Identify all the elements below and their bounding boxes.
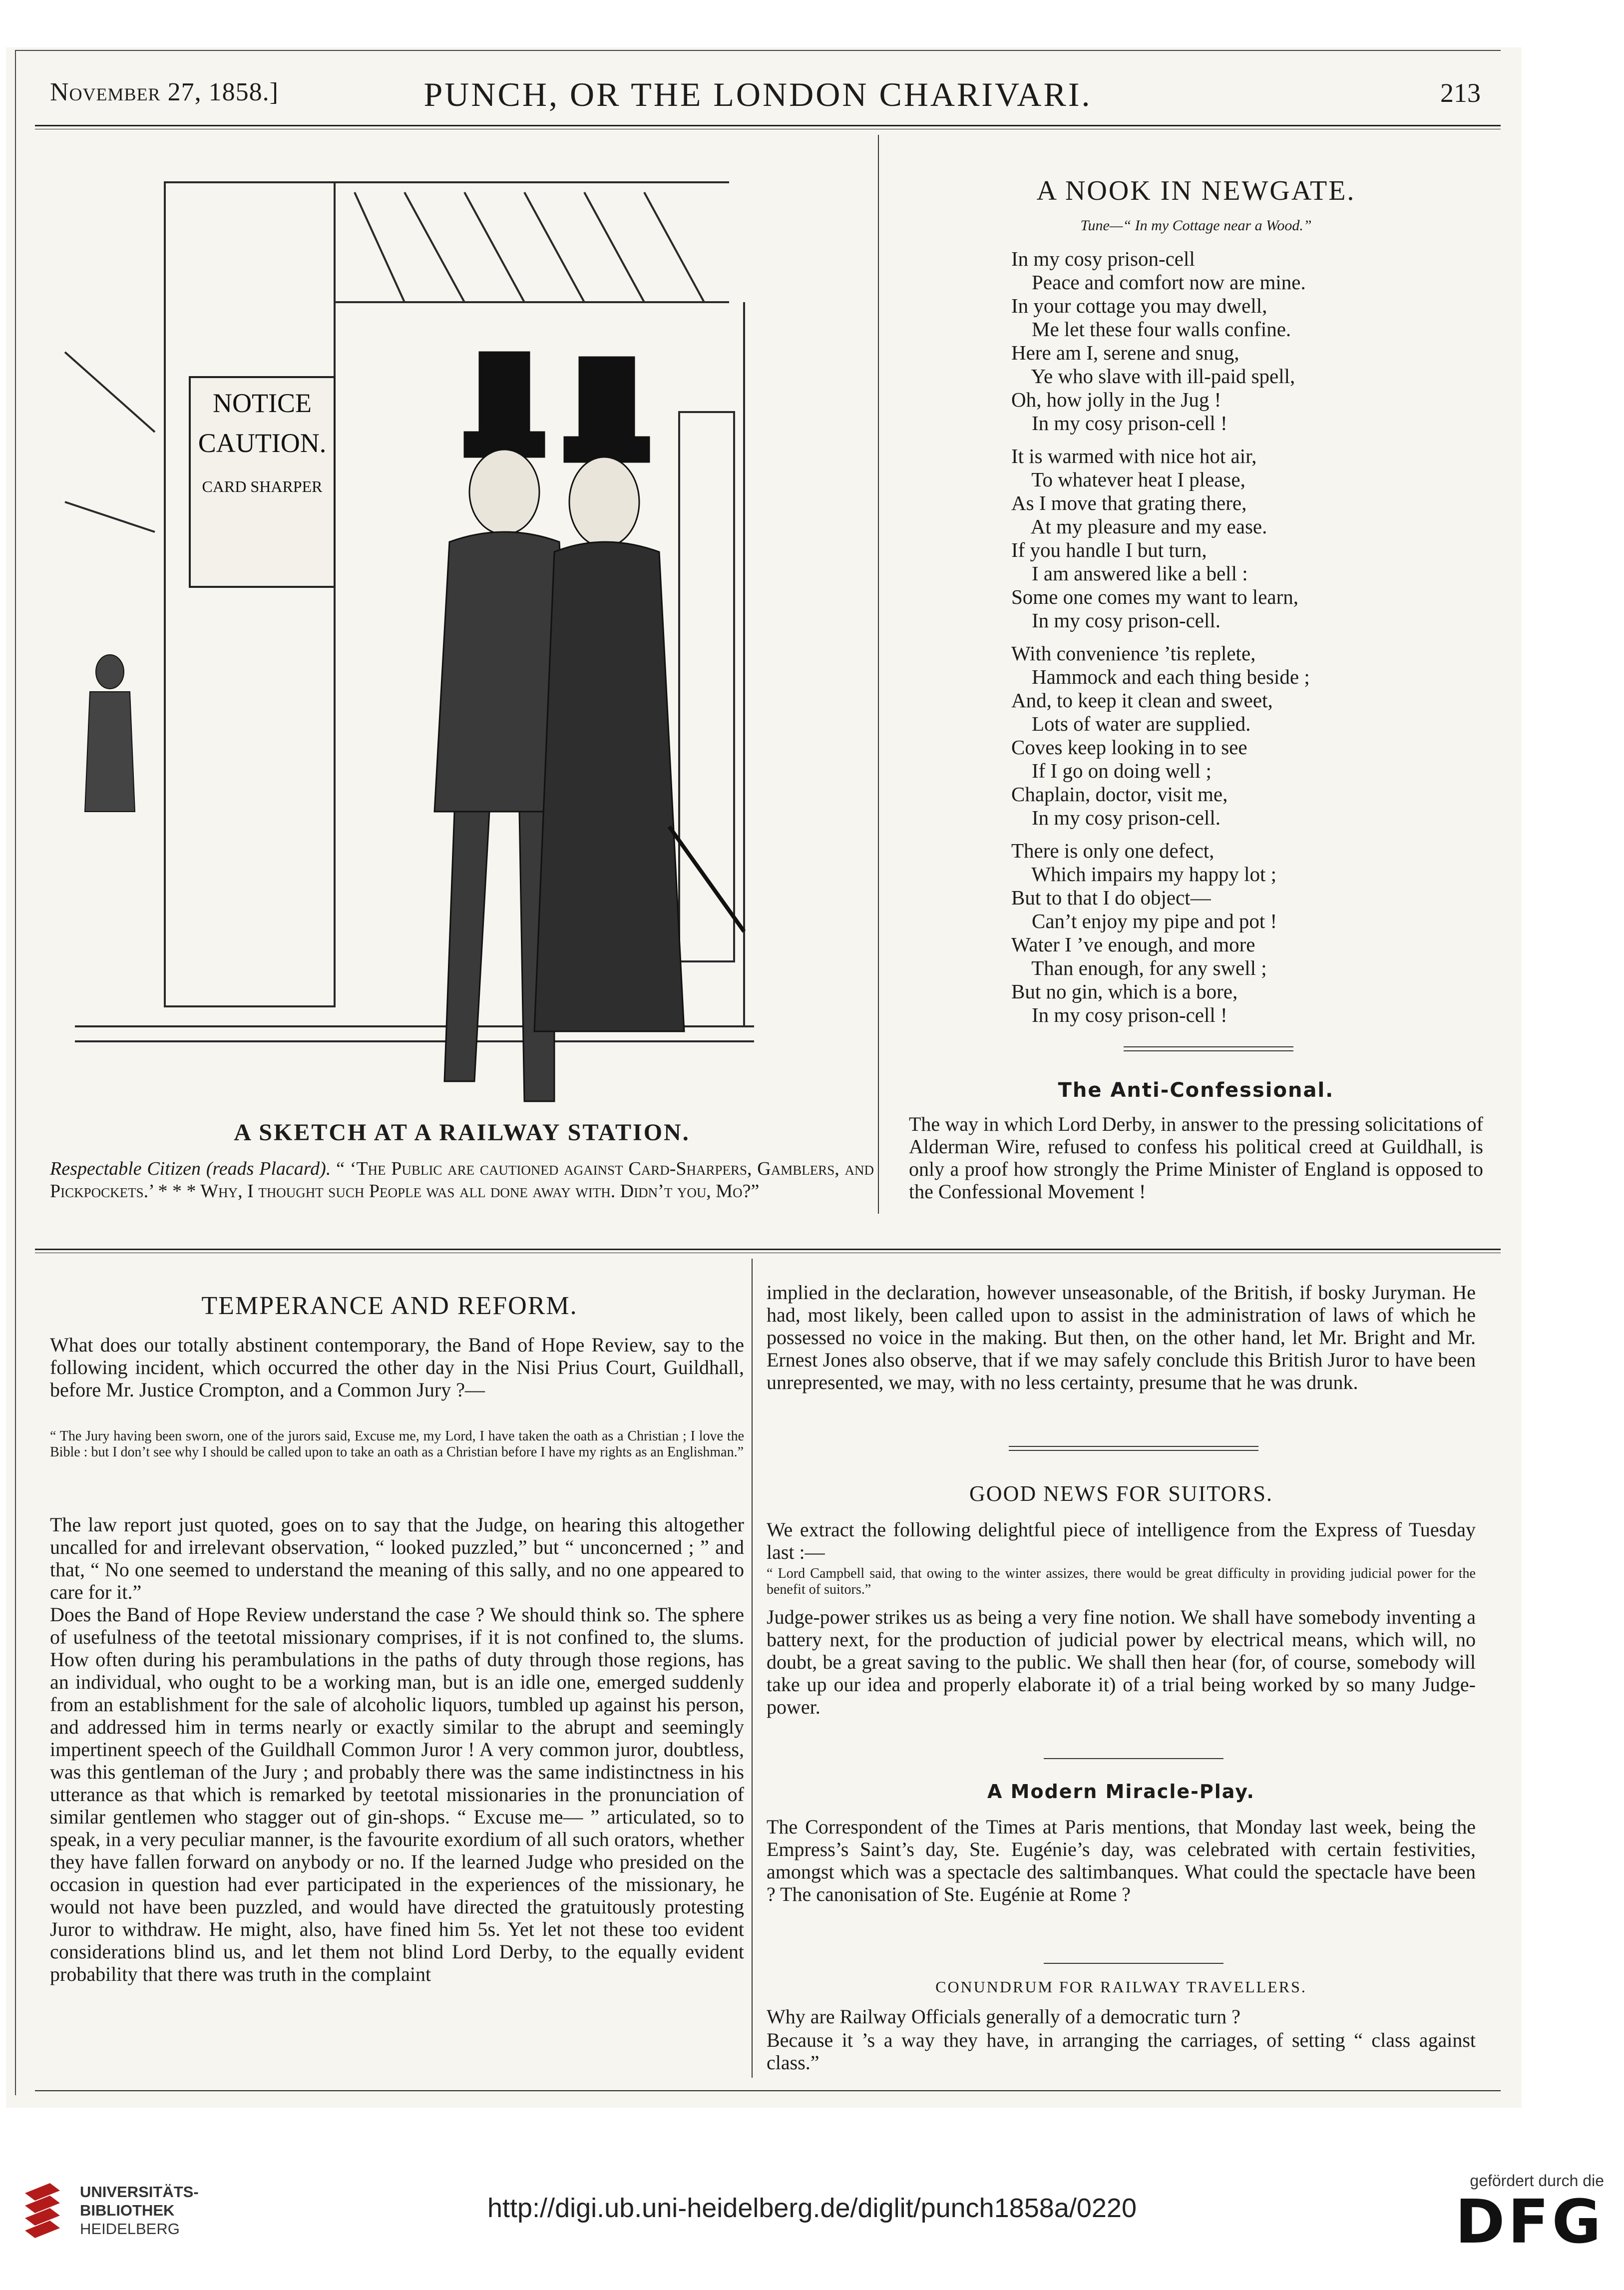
notice-placard (190, 377, 335, 587)
conundrum-title: CONUNDRUM FOR RAILWAY TRAVELLERS. (935, 1978, 1307, 1996)
suitors-text: Judge-power strikes us as being a very fine notion. We shall have somebody inventing a battery next, for the production of judicial power by electrical means, which will, no doubt, be a great saving to the public. We shall then hear (for, of course, somebody will take up our idea and properly elaborate it) of a trial being worked by so many Judge-power. (767, 1606, 1476, 1718)
divider (1009, 1450, 1258, 1451)
poem-stanza-2: It is warmed with nice hot air, To whatever heat I please, As I move that grating there, At my pleasure and my ease. If you handle I but turn, I am answered like a bell : Some one comes my want to learn, In my cosy prison-cell. (1011, 445, 1299, 632)
page-number: 213 (1440, 78, 1481, 108)
companion-figure (534, 357, 744, 1031)
placard-line-3: CARD SHARPER (202, 477, 323, 495)
newspaper-page (15, 50, 1501, 2095)
library-name-line-2: BIBLIOTHEK (80, 2202, 175, 2219)
anti-confessional-title: The Anti-Confessional. (1058, 1079, 1334, 1102)
temperance-continued: implied in the declaration, however unseasonable, of the British, if bosky Juryman. He had, most likely, been called upon to assist in the administration of laws of which he possessed no voice in the making. But then, on the other hand, let Mr. Bright and Mr. Ernest Jones also observe, that if we may safely conclude this British Juror to have been unrepresented, we may, with no less certainty, presume that he was drunk. (767, 1281, 1476, 1393)
conundrum-question: Why are Railway Officials generally of a democratic turn ? (767, 2005, 1240, 2028)
column-rule-bottom (752, 1259, 753, 2078)
illustration-dialogue (50, 1158, 874, 1203)
dfg-logo: DFG (1455, 2188, 1604, 2257)
poem-tune: Tune—“ In my Cottage near a Wood.” (1080, 217, 1312, 234)
caption-speaker: Respectable Citizen (reads Placard). (50, 1158, 331, 1179)
temperance-title: TEMPERANCE AND REFORM. (201, 1292, 578, 1320)
temperance-para-1: The law report just quoted, goes on to say that the Judge, on hearing this altogether uncalled for and irrelevant observation, “ looked puzzled,” but “ unconcerned ; ” and that, “ No one seemed to understand the meaning of this sally, and no one appeared to care for it.” (50, 1513, 744, 1603)
header-rule (35, 125, 1501, 126)
library-name-line-1: UNIVERSITÄTS- (80, 2183, 199, 2201)
poem-title: A NOOK IN NEWGATE. (1036, 175, 1356, 206)
temperance-quote: “ The Jury having been sworn, one of the jurors said, Excuse me, my Lord, I have taken the oath as a Christian ; I love the Bible : but I don’t see why I should be called upon to take an oath as a Christian before I have my rights as an Englishman.” (50, 1428, 744, 1460)
page-bottom-rule (35, 2090, 1501, 2091)
poem-stanza-3: With convenience ’tis replete, Hammock and each thing beside ; And, to keep it clean and sweet, Lots of water are supplied. Coves keep looking in to see If I go on doing well ; Chaplain, doctor, visit me, In my cosy prison-cell. (1011, 642, 1310, 829)
anti-confessional-text: The way in which Lord Derby, in answer to the pressing solicitations of Alderman Wire, refused to confess his political creed at Guildhall, is only a proof how strongly the Prime Minister of England is opposed to the Confessional Movement ! (909, 1113, 1483, 1203)
issue-date: November 27, 1858.] (50, 78, 279, 106)
divider (1124, 1046, 1293, 1047)
suitors-quote: “ Lord Campbell said, that owing to the winter assizes, there would be great difficulty in providing judicial power for the benefit of suitors.” (767, 1566, 1476, 1597)
placard-line-1: NOTICE (213, 388, 312, 418)
caption-text: “ ‘The Public are cautioned against Card-Sharpers, Gamblers, and Pickpockets.’ * * * Why, I thought such People was all done away with. Didn’t you, Mo?” (50, 1158, 874, 1202)
background-figure (85, 655, 135, 812)
divider (1044, 1758, 1223, 1759)
door-pillar (165, 182, 335, 1006)
divider (1124, 1050, 1293, 1051)
miracle-play-title: A Modern Miracle-Play. (987, 1781, 1255, 1803)
suitors-title: GOOD NEWS FOR SUITORS. (969, 1481, 1273, 1506)
section-rule (35, 1249, 1501, 1250)
poem-stanza-1: In my cosy prison-cell Peace and comfort now are mine. In your cottage you may dwell, Me let these four walls confine. Here am I, serene and snug, Ye who slave with ill-paid spell, Oh, how jolly in the Jug ! In my cosy prison-cell ! (1011, 247, 1306, 435)
library-name-line-3: HEIDELBERG (80, 2220, 180, 2238)
poem-stanza-4: There is only one defect, Which impairs my happy lot ; But to that I do object— Can’t enjoy my pipe and pot ! Water I ’ve enough, and more Than enough, for any swell ; But no gin, which is a bore, In my cosy prison-cell ! (1011, 839, 1277, 1026)
divider (1044, 1963, 1223, 1964)
illustration-caption: A SKETCH AT A RAILWAY STATION. (234, 1119, 690, 1146)
divider (1009, 1446, 1258, 1447)
placard-line-2: CAUTION. (198, 428, 327, 458)
dfg-branding (1455, 2172, 1604, 2255)
temperance-intro: What does our totally abstinent contemporary, the Band of Hope Review, say to the following incident, which occurred the other day in the Nisi Prius Court, Guildhall, before Mr. Justice Crompton, and a Common Jury ?— (50, 1334, 744, 1401)
miracle-play-text: The Correspondent of the Times at Paris mentions, that Monday last week, being the Empress’s Saint’s day, Ste. Eugénie’s day, was celebrated with certain festivities, amongst which was a spectacle des saltimbanques. What could the spectacle have been ? The canonisation of Ste. Eugénie at Rome ? (767, 1816, 1476, 1905)
funded-by-text: gefördert durch die (1470, 2172, 1604, 2190)
column-rule-top (878, 135, 879, 1214)
suitors-intro: We extract the following delightful piece of intelligence from the Express of Tuesday last :— (767, 1518, 1476, 1563)
masthead-title: PUNCH, OR THE LONDON CHARIVARI. (423, 75, 1092, 113)
source-url-link[interactable]: http://digi.ub.uni-heidelberg.de/diglit/punch1858a/0220 (487, 2193, 1137, 2223)
conundrum-answer: Because it ’s a way they have, in arranging the carriages, of setting “ class against class.” (767, 2029, 1476, 2074)
footer-bar (0, 2113, 1624, 2290)
railway-station-illustration (55, 152, 764, 1151)
temperance-para-2: Does the Band of Hope Review understand the case ? We should think so. The sphere of usefulness of the teetotal missionary comprises, if it is not confined to, the slums. How often during his perambulations in the paths of duty through those regions, has an individual, who ought to be a working man, but is an idle one, emerged suddenly from an establishment for the sale of alcoholic liquors, tumbled up against his person, and addressed him in terms nearly or exactly similar to the abrupt and seemingly impertinent speech of the Guildhall Common Juror ! A very common juror, doubtless, was this gentleman of the Jury ; and probably there was the same indistinctness in his utterance as that which is remarked by teetotal missionaries in the pronunciation of similar gentlemen who stagger out of gin-shops. “ Excuse me— ” articulated, so to speak, in a very peculiar manner, is the favourite exordium of all such orators, whether they have fallen forward on anybody or no. If the learned Judge who presided on the occasion in question had ever participated in the experiences of the missionary, he would not have been puzzled, and would have directed the gratuitously protesting Juror to withdraw. He might, also, have fined him 5s. Yet let not these too evident considerations blind us, and let them not blind Lord Derby, to the equally evident probability that there was truth in the complaint (50, 1603, 744, 1985)
